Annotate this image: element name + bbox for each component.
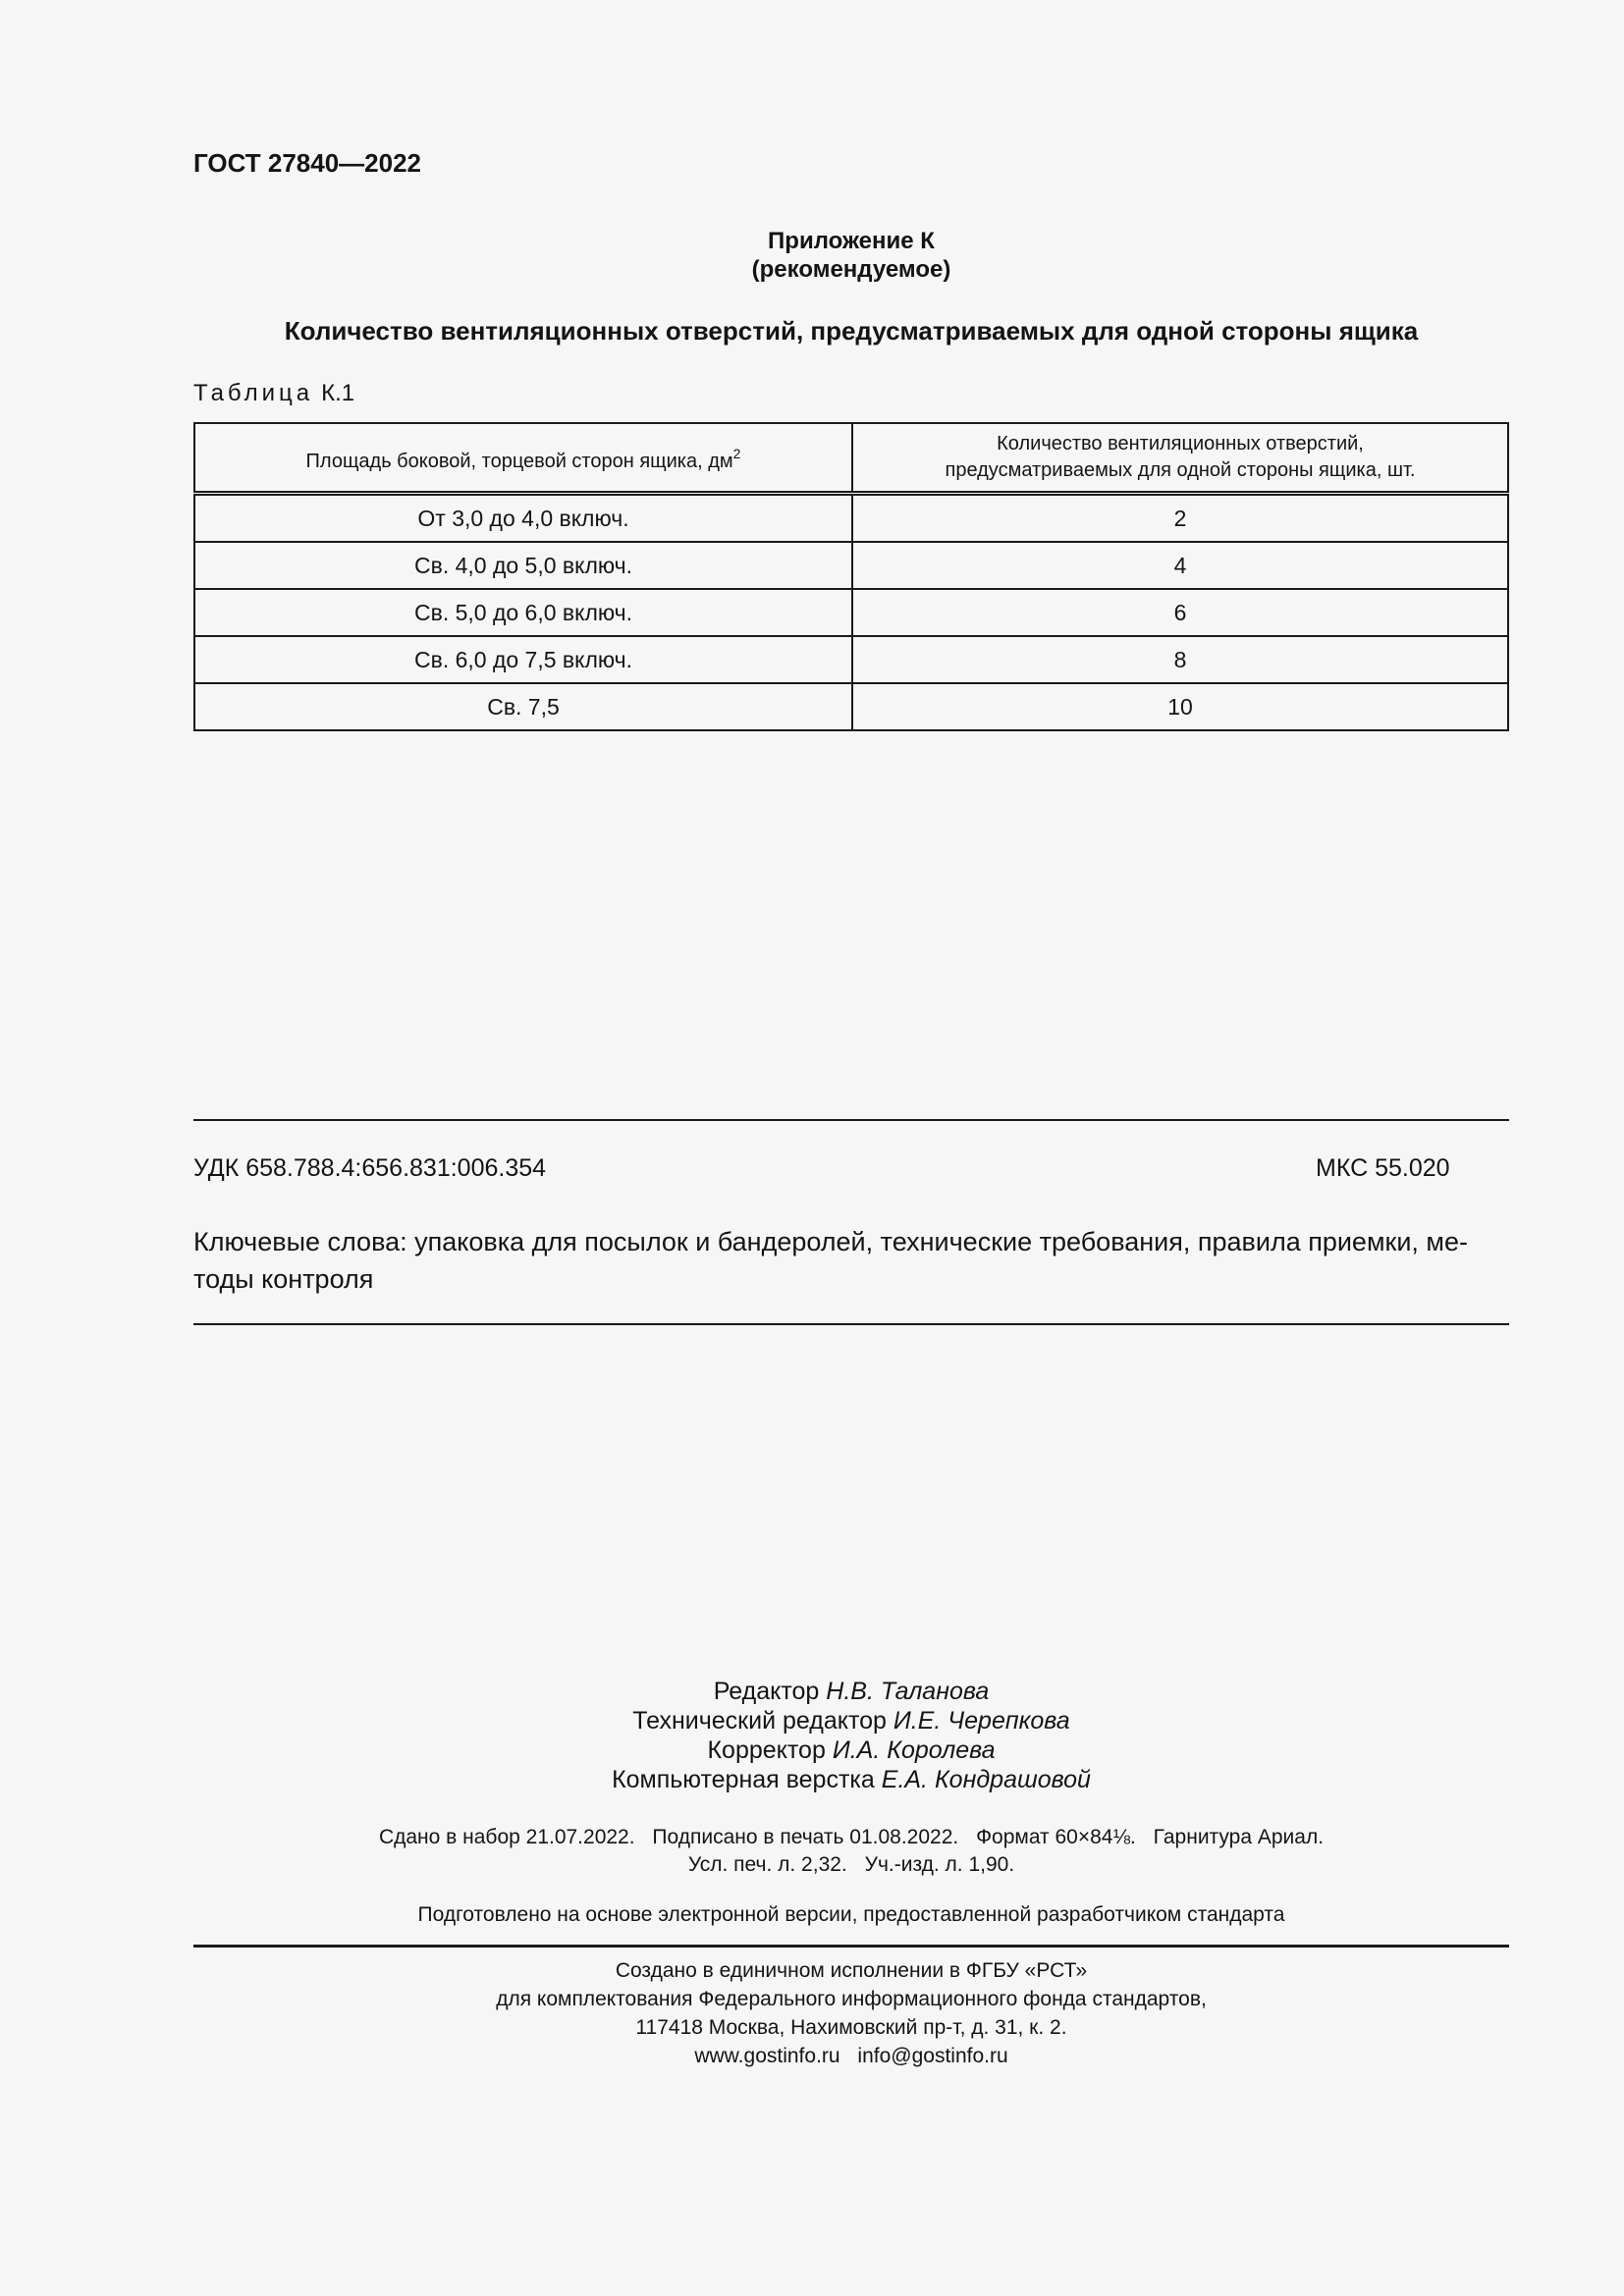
cell-count: 4 (852, 542, 1508, 589)
prepared-note: Подготовлено на основе электронной версии, предоставленной разработчиком стандарта (417, 1903, 1285, 1926)
imprint-typeface: Гарнитура Ариал. (1153, 1826, 1325, 1848)
annex-status: (рекомендуемое) (751, 256, 951, 283)
vent-holes-table (193, 422, 1509, 731)
divider-publisher (193, 1945, 1509, 1948)
tech-editor-name: И.Е. Черепкова (893, 1707, 1070, 1735)
annex-title: Приложение К (768, 228, 935, 254)
publisher-email: info@gostinfo.ru (857, 2045, 1008, 2067)
cell-area: От 3,0 до 4,0 включ. (194, 494, 852, 543)
section-heading: Количество вентиляционных отверстий, предусматриваемых для одной стороны ящика (284, 316, 1419, 346)
header-area-sup: 2 (732, 445, 741, 461)
cell-count: 6 (852, 589, 1508, 636)
header-count-line2: предусматриваемых для одной стороны ящика, шт. (945, 459, 1416, 481)
keywords-line1: Ключевые слова: упаковка для посылок и бандеролей, технические требования, правила приемки, ме- (193, 1227, 1468, 1256)
cell-count: 10 (852, 683, 1508, 730)
publisher-line1: Создано в единичном исполнении в ФГБУ «РСТ» (615, 1959, 1088, 1982)
mks-code: МКС 55.020 (1316, 1154, 1450, 1182)
layout-name: Е.А. Кондрашовой (881, 1766, 1091, 1793)
table-caption (193, 380, 354, 407)
keywords (193, 1223, 1509, 1298)
tech-editor-label: Технический редактор (632, 1707, 887, 1735)
table-row (194, 494, 1508, 543)
cell-area: Св. 5,0 до 6,0 включ. (194, 589, 852, 636)
publisher-line2: для комплектования Федерального информационного фонда стандартов, (496, 1988, 1207, 2010)
publisher-website: www.gostinfo.ru (694, 2045, 840, 2067)
credits-block (193, 1677, 1509, 1794)
table-row (194, 589, 1508, 636)
cell-area: Св. 4,0 до 5,0 включ. (194, 542, 852, 589)
editor-label: Редактор (713, 1678, 820, 1705)
imprint-line2 (193, 1851, 1509, 1879)
udc-code: УДК 658.788.4:656.831:006.354 (193, 1154, 547, 1182)
corrector-name: И.А. Королева (832, 1736, 996, 1764)
imprint-submitted: Сдано в набор 21.07.2022. (378, 1826, 635, 1848)
credit-tech-editor (193, 1706, 1509, 1735)
table-caption-word: Таблица (193, 380, 314, 406)
credit-layout (193, 1765, 1509, 1794)
header-cell-count (852, 423, 1508, 494)
publisher-contacts (193, 2042, 1509, 2070)
publisher-block (193, 1956, 1509, 2070)
cell-area: Св. 7,5 (194, 683, 852, 730)
table-caption-number: К.1 (321, 380, 355, 406)
imprint-signed: Подписано в печать 01.08.2022. (652, 1826, 959, 1848)
imprint-format: Формат 60×84⅛. (976, 1826, 1136, 1848)
table-row (194, 683, 1508, 730)
imprint-publisher-sheets: Уч.-изд. л. 1,90. (864, 1853, 1015, 1876)
table-row (194, 636, 1508, 683)
header-cell-area (194, 423, 852, 494)
cell-count: 8 (852, 636, 1508, 683)
document-code: ГОСТ 27840—2022 (193, 148, 421, 178)
publisher-line3: 117418 Москва, Нахимовский пр-т, д. 31, к. 2. (635, 2016, 1067, 2039)
credit-corrector (193, 1735, 1509, 1765)
credit-editor (193, 1677, 1509, 1706)
imprint-line1 (193, 1824, 1509, 1851)
table-row (194, 542, 1508, 589)
editor-name: Н.В. Таланова (826, 1678, 990, 1705)
layout-label: Компьютерная верстка (612, 1766, 875, 1793)
imprint-block (193, 1824, 1509, 1879)
divider-top (193, 1119, 1509, 1121)
table-header-row (194, 423, 1508, 494)
header-count-line1: Количество вентиляционных отверстий, (997, 433, 1364, 454)
cell-count: 2 (852, 494, 1508, 543)
header-area-text: Площадь боковой, торцевой сторон ящика, дм (305, 450, 733, 472)
cell-area: Св. 6,0 до 7,5 включ. (194, 636, 852, 683)
divider-bottom (193, 1323, 1509, 1325)
imprint-print-sheets: Усл. печ. л. 2,32. (687, 1853, 847, 1876)
corrector-label: Корректор (707, 1736, 826, 1764)
keywords-line2: тоды контроля (193, 1264, 374, 1294)
